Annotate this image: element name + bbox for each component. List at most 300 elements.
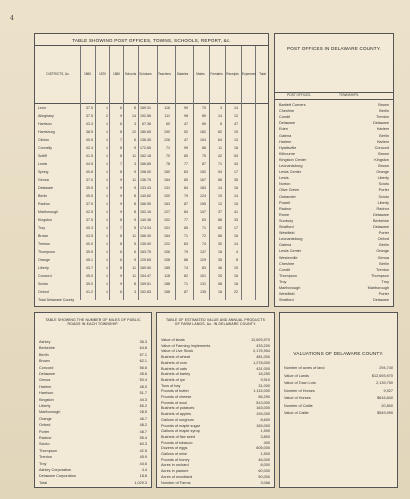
cell-value: 30 [218, 242, 222, 246]
row-label: Alleghany [38, 114, 54, 118]
cell-value: 78 [166, 162, 170, 166]
cell-value: 188 [164, 282, 170, 286]
item-value: 51.7 [139, 391, 147, 396]
item-value: 42.5 [139, 448, 147, 453]
item-label: Cheshire [279, 109, 295, 114]
cell-value: 14 [234, 106, 238, 110]
cell-value: 8 [120, 218, 122, 222]
column-header: Schools [124, 72, 137, 76]
cell-value: 60 [166, 122, 170, 126]
cell-value: 56 [218, 178, 222, 182]
item-value: Delaware [372, 121, 389, 126]
cell-value: 37.0 [86, 178, 93, 182]
cell-value: 22 [234, 290, 238, 294]
item-label: Bushels of oats [161, 366, 187, 371]
table-row [35, 208, 268, 216]
item-label: Harlem [39, 384, 52, 389]
cell-value: 16 [234, 234, 238, 238]
cell-value: 1 [106, 154, 108, 158]
cell-value: 174.04 [140, 226, 151, 230]
cell-value: 42.4 [86, 146, 93, 150]
item-value: Harlem [376, 127, 389, 132]
row-label: Trenton [38, 242, 51, 246]
item-value: 86,290 [258, 395, 270, 399]
item-value: 36.3 [139, 340, 147, 344]
cell-value: 1 [106, 242, 108, 246]
cell-value: 9 [134, 146, 136, 150]
cell-value: 106 [164, 250, 170, 254]
row-label: Liberty [38, 266, 49, 270]
cell-value: 68 [218, 234, 222, 238]
list-item [279, 297, 389, 305]
item-value: Concord [374, 145, 389, 150]
cell-value: 14 [218, 186, 222, 190]
cell-value: 104 [200, 138, 206, 142]
cell-value: 131 [164, 186, 170, 190]
table-title: TABLE OF ESTIMATED VALUE AND ANNUAL PRODUCTS OF FARM LANDS, &c. IN DELAWARE COUNTY. [165, 318, 266, 326]
item-value: Harlem [376, 139, 389, 144]
cell-value: 47 [184, 122, 188, 126]
item-label: Condit [279, 267, 290, 272]
table-row [35, 200, 268, 208]
cell-value: 14 [132, 114, 136, 118]
cell-value: 1 [106, 210, 108, 214]
item-label: Value of Town Lots [284, 381, 316, 385]
item-value: Berkshire [372, 218, 389, 223]
table-row [35, 264, 268, 272]
cell-value: 40.5 [86, 138, 93, 142]
cell-value: 42.5 [86, 210, 93, 214]
table-row [35, 160, 268, 168]
item-label: Troy [39, 461, 47, 466]
row-label: Orange [38, 258, 50, 262]
cell-value: 136.35 [140, 138, 151, 142]
cell-value: 12 [234, 114, 238, 118]
cell-value: 87 [184, 202, 188, 206]
item-value: 44.6 [139, 461, 147, 466]
column-header: Teachers [158, 72, 171, 76]
item-value: 55.4 [139, 436, 147, 440]
table-row [35, 192, 268, 200]
cell-value: 101 [200, 274, 206, 278]
item-value: Liberty [377, 176, 389, 181]
cell-value: 71 [166, 146, 170, 150]
row-label: Sutliff [38, 154, 47, 158]
cell-value: 35 [234, 178, 238, 182]
cell-value: 35 [218, 258, 222, 262]
item-label: Westfield [279, 292, 295, 297]
cell-value: 37 [218, 210, 222, 214]
item-label: Bushels of rye [161, 377, 186, 382]
cell-value: 1 [106, 178, 108, 182]
cell-value: 12 [218, 202, 222, 206]
item-value: 8,000 [260, 463, 270, 468]
item-value: Porter [378, 188, 389, 193]
item-value: $12,693,970 [371, 373, 393, 378]
item-label: Value of Farming Implements [161, 343, 211, 348]
item-label: Radnor [279, 206, 292, 211]
cell-value: 8 [134, 202, 136, 206]
item-label: Orange [39, 416, 52, 421]
cell-value: 11 [132, 266, 136, 270]
cell-value: 18 [234, 282, 238, 286]
cell-value: 152 [200, 170, 206, 174]
item-label: Ostrander [279, 194, 296, 199]
cell-value: 63 [202, 218, 206, 222]
cell-value: 82 [218, 130, 222, 134]
item-value: 1,500 [260, 452, 270, 456]
cell-value: 135.90 [140, 242, 151, 246]
item-label: Pounds of cheese [161, 395, 192, 399]
column-header: POST OFFICES. [287, 93, 312, 97]
item-label: Number of acres of land [284, 366, 325, 370]
item-value: 8,600 [260, 417, 270, 422]
item-value: 64.8 [139, 346, 147, 351]
item-value: 31,000 [258, 383, 270, 388]
item-value: Brown [378, 151, 389, 156]
row-label: Radnor [38, 202, 50, 206]
item-label: Kingston [39, 397, 54, 402]
item-value: Brown [378, 164, 389, 168]
cell-value: 122 [164, 242, 170, 246]
cell-value: 1 [106, 266, 108, 270]
cell-value: 8 [120, 266, 122, 270]
item-value: Scioto [378, 194, 389, 199]
cell-value: 87 [184, 290, 188, 294]
item-label: Kingston Center [279, 157, 307, 162]
cell-value: 17 [234, 170, 238, 174]
cell-value: 172.65 [140, 146, 151, 150]
cell-value: 16 [234, 274, 238, 278]
cell-value: 1 [106, 162, 108, 166]
item-label: Marlborough [279, 286, 301, 290]
cell-value: 166.85 [140, 162, 151, 166]
row-label: Troy [38, 226, 46, 230]
item-value: Berlin [379, 243, 389, 248]
row-label: Total Delaware County [38, 298, 75, 302]
item-label: Brown [39, 359, 50, 364]
item-label: Value of Live Stock [161, 349, 194, 354]
cell-value: 6 [120, 290, 122, 294]
cell-value: 40.8 [86, 170, 93, 174]
item-label: Rome [279, 212, 290, 217]
item-label: Westerville [279, 255, 298, 260]
cell-value: 136.75 [140, 178, 151, 182]
cell-value: 1 [106, 274, 108, 278]
cell-value: 11 [132, 178, 136, 182]
cell-value: 77 [184, 218, 188, 222]
cell-value: 58 [218, 282, 222, 286]
cell-value: 1 [106, 186, 108, 190]
cell-value: 71 [184, 282, 188, 286]
cell-value: 89 [202, 114, 206, 118]
row-label: Clinton [38, 138, 50, 142]
cell-value: 1 [106, 290, 108, 294]
item-label: Bushels of flax seed [161, 434, 195, 439]
cell-value: 84 [184, 210, 188, 214]
cell-value: 1 [106, 218, 108, 222]
item-value: Trenton [376, 267, 389, 272]
item-label: Pounds of butter [161, 389, 189, 394]
cell-value: 75 [202, 154, 206, 158]
cell-value: 101 [164, 226, 170, 230]
item-label: Harlem [279, 139, 292, 144]
cell-value: 25 [218, 274, 222, 278]
cell-value: 140.62 [140, 194, 151, 198]
cell-value: 47 [184, 138, 188, 142]
item-value: 513,000 [256, 400, 270, 405]
cell-value: 39.5 [86, 186, 93, 190]
column-header: TOWNSHIPS. [339, 93, 360, 97]
cell-value: 9 [134, 170, 136, 174]
item-label: Kilbourne [279, 151, 296, 156]
cell-value: 43 [234, 162, 238, 166]
cell-value: 1 [106, 250, 108, 254]
item-label: Bushels of apples [161, 412, 191, 417]
item-label: Dozens of eggs [161, 446, 188, 451]
item-label: Sunbury [279, 218, 294, 223]
item-value: Kingston [374, 157, 389, 162]
cell-value: 183 [200, 186, 206, 190]
item-value: Porter [378, 231, 389, 236]
cell-value: 12 [132, 130, 136, 134]
item-label: Norton [279, 182, 291, 187]
cell-value: 99 [184, 146, 188, 150]
item-label: Powell [279, 200, 291, 205]
row-label: Leon [38, 106, 46, 110]
list-item [39, 480, 147, 488]
item-label: Trenton [39, 455, 52, 460]
cell-value: 40.3 [86, 226, 93, 230]
item-label: Troy [279, 279, 287, 284]
cell-value: 152.83 [140, 290, 151, 294]
item-label: Pounds of honey [161, 457, 190, 462]
row-label: Spring [38, 170, 49, 174]
cell-value: 37.9 [86, 202, 93, 206]
cell-value: 64 [218, 138, 222, 142]
table-title: TABLE SHOWING POST OFFICES, TOWNS, SCHOOLS, REPORT, &c. [72, 38, 231, 43]
item-label: Total [39, 480, 48, 485]
row-label: Marlborough [38, 210, 59, 214]
cell-value: 163 [164, 202, 170, 206]
cell-value: 67.36 [142, 122, 151, 126]
column-header: Males [196, 72, 205, 76]
item-label: Genoa [39, 378, 51, 383]
table-row [35, 248, 268, 256]
cell-value: 52 [184, 130, 188, 134]
cell-value: 9 [120, 274, 122, 278]
item-label: Bartlett Corners [279, 103, 306, 107]
table-row [35, 216, 268, 224]
item-value: 2,139,750 [376, 381, 393, 385]
township-statistics-table [34, 33, 269, 307]
item-value: 433,200 [256, 343, 270, 348]
item-value: Brown [378, 103, 389, 107]
table-row [35, 128, 268, 136]
cell-value: 83 [202, 266, 206, 270]
item-value: Troy [381, 279, 389, 284]
item-value: 45.9 [139, 455, 147, 460]
cell-value: 87 [202, 162, 206, 166]
item-value: Radnor [376, 206, 389, 211]
cell-value: 1 [106, 226, 108, 230]
cell-value: 74 [184, 266, 188, 270]
item-label: Thompson [39, 448, 57, 453]
column-header: Receipts [226, 72, 239, 76]
table-row [35, 272, 268, 280]
cell-value: 90 [184, 106, 188, 110]
cell-value: 5 [134, 226, 136, 230]
item-label: Value of lands [161, 338, 185, 342]
cell-value: 3 [220, 106, 222, 110]
cell-value: 118 [164, 274, 170, 278]
item-label: Ashley [39, 340, 51, 344]
item-value: 56.6 [139, 365, 147, 370]
cell-value: 133.43 [140, 186, 151, 190]
item-label: Delaware [279, 121, 296, 126]
cell-value: 137 [200, 250, 206, 254]
cell-value: 166.55 [140, 202, 151, 206]
item-label: Galena [279, 133, 292, 138]
cell-value: 7 [120, 162, 122, 166]
row-label: Thompson [38, 250, 55, 254]
cell-value: 45.0 [86, 274, 93, 278]
table-row [35, 104, 268, 112]
item-label: Lewis [279, 176, 289, 181]
cell-value: 80 [184, 178, 188, 182]
cell-value: 94 [218, 170, 222, 174]
item-value: 62.1 [139, 359, 147, 364]
cell-value: 164 [164, 234, 170, 238]
cell-value: 39.5 [86, 250, 93, 254]
cell-value: 9 [134, 186, 136, 190]
cell-value: 167 [200, 178, 206, 182]
item-value: 194,000 [256, 412, 270, 417]
item-value: 605,000 [256, 446, 270, 451]
item-value: 400 [263, 440, 270, 445]
cell-value: 6 [134, 250, 136, 254]
row-label: Brown [38, 234, 49, 238]
item-label: Marlborough [39, 410, 61, 415]
cell-value: 83 [184, 242, 188, 246]
cell-value: 11 [132, 274, 136, 278]
row-label: Berlin [38, 194, 48, 198]
cell-value: 5 [134, 242, 136, 246]
item-label: Eden [279, 127, 288, 132]
cell-value: 38.5 [86, 130, 93, 134]
item-label: Value of Cattle [284, 411, 309, 415]
item-value: 18,250 [258, 372, 270, 377]
cell-value: 41 [234, 210, 238, 214]
cell-value: 43.5 [86, 234, 93, 238]
item-value: 294,740 [379, 366, 393, 370]
column-header: Total [259, 72, 266, 76]
column-header: Scholars [139, 72, 152, 76]
item-label: Bushels of wheat [161, 355, 190, 360]
cell-value: 13 [234, 138, 238, 142]
cell-value: 69 [202, 122, 206, 126]
cell-value: 1 [106, 282, 108, 286]
item-label: Acres of woodland [161, 474, 193, 479]
cell-value: 8 [134, 210, 136, 214]
cell-value: 68 [202, 146, 206, 150]
cell-value: 18 [234, 146, 238, 150]
column-header: DISTRICTS, &c. [46, 72, 70, 76]
item-value: $549,990 [377, 411, 393, 415]
cell-value: 9 [120, 202, 122, 206]
cell-value: 37.5 [86, 218, 93, 222]
cell-value: 19 [218, 194, 222, 198]
table-title: TABLE SHOWING THE NUMBER OF MILES OF PUBLIC ROADS IN EACH TOWNSHIP. [45, 318, 141, 326]
item-value: 48.7 [139, 429, 147, 434]
cell-value: 18 [218, 290, 222, 294]
cell-value: 82 [218, 226, 222, 230]
item-label: Gallons of maple syrup [161, 429, 200, 434]
item-value: 165,000 [256, 423, 270, 428]
cell-value: 163.75 [140, 250, 151, 254]
cell-value: 6 [220, 122, 222, 126]
item-value: 481,000 [256, 355, 270, 360]
table-row [35, 240, 268, 248]
cell-value: 198.00 [140, 170, 151, 174]
item-value: 431,000 [256, 366, 270, 371]
cell-value: 8 [120, 234, 122, 238]
cell-value: 70 [202, 106, 206, 110]
cell-value: 1 [106, 146, 108, 150]
cell-value: 85 [184, 226, 188, 230]
cell-value: 102 [164, 218, 170, 222]
item-value: 60,000 [258, 469, 270, 474]
cell-value: 150 [164, 170, 170, 174]
item-value: 65.2 [139, 404, 147, 408]
column-header: Females [210, 72, 223, 76]
item-label: Harrison [39, 391, 54, 396]
item-value: Berlin [379, 261, 389, 266]
list-item [284, 410, 393, 418]
cell-value: 180.65 [140, 130, 151, 134]
item-value: $616,840 [377, 396, 393, 400]
page-number: 4 [10, 15, 14, 22]
cell-value: 39.0 [86, 282, 93, 286]
cell-value: 100 [164, 194, 170, 198]
cell-value: 9 [120, 178, 122, 182]
table-row [35, 120, 268, 128]
cell-value: 1 [106, 106, 108, 110]
cell-value: 1 [106, 170, 108, 174]
row-label: Delaware [38, 186, 54, 190]
item-label: Acres in orchard [161, 463, 189, 468]
item-label: Pounds of maple sugar [161, 423, 201, 428]
item-label: Lewis Center [279, 170, 302, 175]
cell-value: 86 [218, 218, 222, 222]
item-label: Galena [279, 243, 292, 248]
cell-value: 1 [106, 234, 108, 238]
item-value: Marlborough [367, 286, 389, 290]
cell-value: 1 [106, 130, 108, 134]
cell-value: 84 [184, 186, 188, 190]
cell-value: 19 [234, 266, 238, 270]
item-label: Acres in pasture [161, 469, 189, 474]
item-value: Delaware [372, 298, 389, 303]
cell-value: 159.51 [140, 282, 151, 286]
item-label: Delaware [39, 372, 56, 376]
table-row [35, 232, 268, 240]
cell-value: 108 [164, 258, 170, 262]
table-row [35, 136, 268, 144]
cell-value: 152.16 [140, 210, 151, 214]
cell-value: 71 [184, 234, 188, 238]
item-value: 1,115,000 [253, 389, 270, 394]
